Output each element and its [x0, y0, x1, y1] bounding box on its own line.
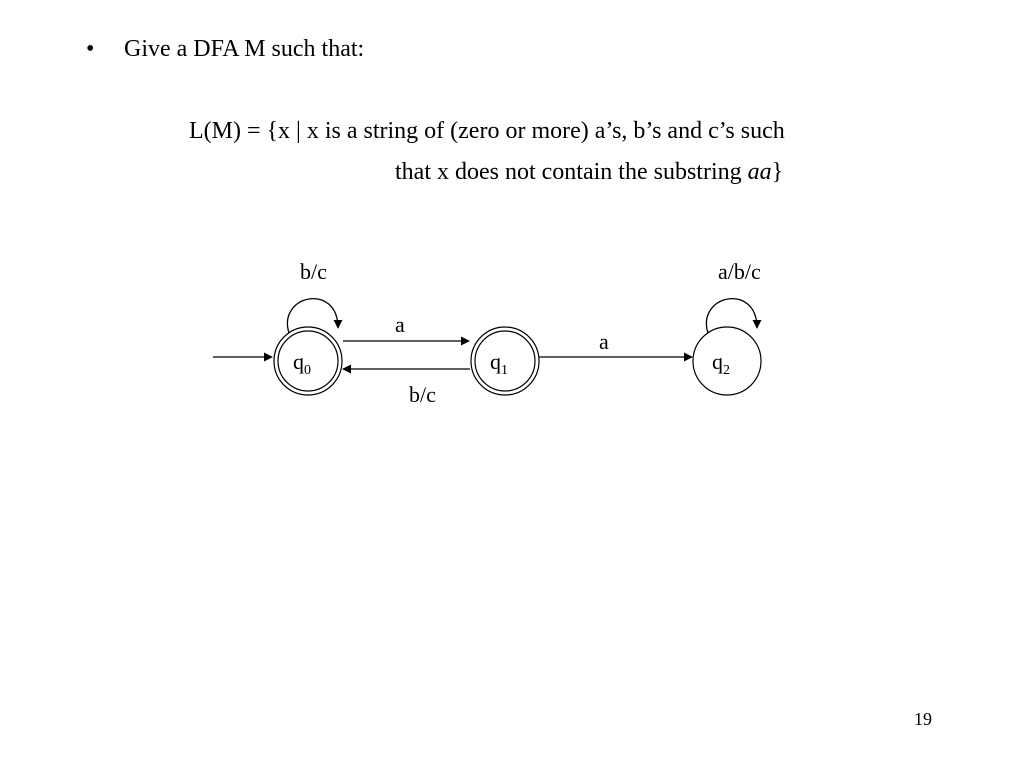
- page-number: 19: [914, 709, 932, 729]
- state-q0-outer-circle: [274, 327, 342, 395]
- state-q0-inner-circle: [278, 331, 338, 391]
- state-q0: [274, 327, 342, 395]
- transition-q1-to-q0-label: b/c: [409, 382, 436, 407]
- definition-closing-brace: }: [771, 159, 784, 185]
- language-definition-line-1: L(M) = {x | x is a string of (zero or more) a’s, b’s and c’s such: [189, 118, 785, 144]
- state-q1-inner-circle: [475, 331, 535, 391]
- transition-q2-self-label: a/b/c: [718, 259, 761, 284]
- substring-aa: aa: [747, 159, 772, 185]
- language-definition-line-2: [395, 157, 783, 187]
- transition-q0-self-loop: [287, 299, 338, 333]
- transition-q2-self-loop: [706, 299, 757, 333]
- state-q1: [471, 327, 539, 395]
- definition-line2-prefix: that x does not contain the substring: [395, 159, 748, 185]
- state-q2-label: $q_2$: [712, 349, 730, 378]
- state-q1-outer-circle: [471, 327, 539, 395]
- state-q0-label: $q_0$: [293, 349, 311, 378]
- state-q1-label: $q_1$: [490, 349, 508, 378]
- bullet-text: Give a DFA M such that:: [124, 36, 365, 62]
- bullet-point: [86, 34, 364, 64]
- transition-q0-to-q1-label: a: [395, 312, 405, 337]
- state-q2-circle: [693, 327, 761, 395]
- state-q2: [693, 327, 761, 395]
- bullet-symbol: •: [86, 36, 95, 62]
- transition-q1-to-q2-label: a: [599, 329, 609, 354]
- transition-q0-self-label: b/c: [300, 259, 327, 284]
